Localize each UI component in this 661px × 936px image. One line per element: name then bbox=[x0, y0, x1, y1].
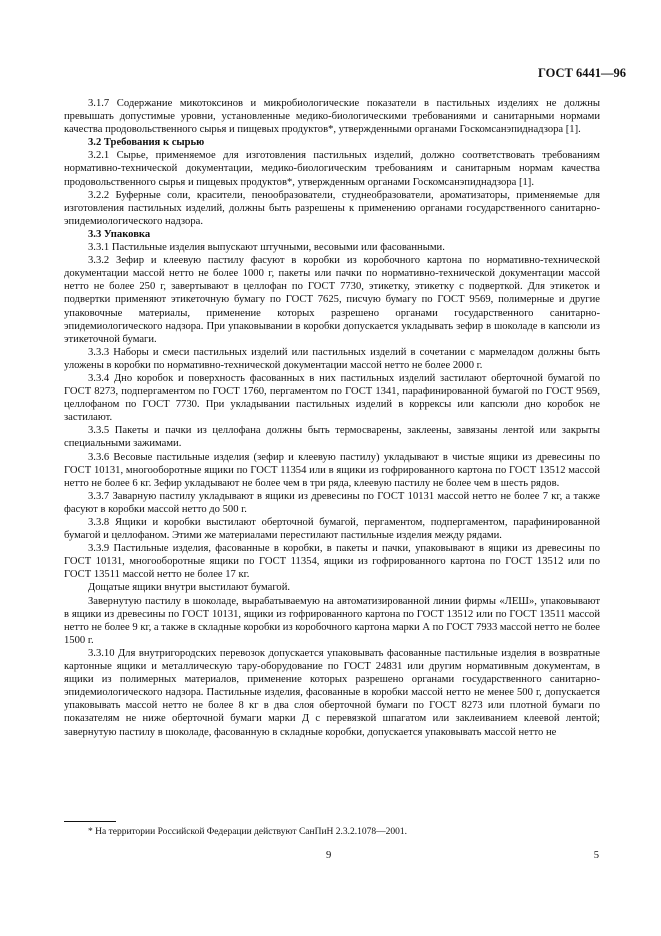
section-heading: 3.3 Упаковка bbox=[88, 228, 151, 240]
page-number: 9 bbox=[326, 850, 332, 861]
document-body bbox=[64, 97, 600, 739]
paragraph: 3.3.3 Наборы и смеси пастильных изделий или пастильных изделий в сочетании с мармеладом должны быть уложены в коробки по нормативно-технической документации массой нетто не более 2000 г. bbox=[64, 346, 600, 371]
paragraph: 3.2.2 Буферные соли, красители, пенообразователи, студнеобразователи, ароматизаторы, применяемые для изготовления пастильных изделий, должны быть разрешены к применению органами государственного санитарно-эпидемиологического надзора. bbox=[64, 189, 600, 227]
paragraph: 3.3.1 Пастильные изделия выпускают штучными, весовыми или фасованными. bbox=[88, 242, 445, 254]
paragraph: 3.3.7 Заварную пастилу укладывают в ящики из древесины по ГОСТ 10131 массой нетто не более 7 кг, а также фасуют в коробки массой нетто до 500 г. bbox=[64, 490, 600, 515]
paragraph: 3.3.10 Для внутригородских перевозок допускается упаковывать фасованные пастильные изделия в возвратные картонные ящики и металлическую тару-оборудование по ГОСТ 24831 или другим нормативным документам, в ящики из полимерных материалов, применение которых разрешено органами государственного санитарно-эпидемиологического надзора. Пастильные изделия, фасованные в коробки массой нетто не менее 500 г, допускается упаковывать массой нетто не более 8 кг в два слоя оберточной бумаги по ГОСТ 8273 или плотной бумаги по показателям не ниже оберточной бумаги марки Д с перевязкой шпагатом или заклеиванием клеевой лентой; завернутую пастилу в шоколаде, фасованную в складные коробки, допускается упаковывать массой нетто не bbox=[64, 647, 600, 738]
footnote: * На территории Российской Федерации действуют СанПиН 2.3.2.1078—2001. bbox=[88, 827, 408, 837]
sheet-number: 5 bbox=[593, 850, 599, 861]
section-heading: 3.2 Требования к сырью bbox=[88, 137, 205, 149]
paragraph: 3.3.4 Дно коробок и поверхность фасованных в них пастильных изделий застилают оберточной бумагой по ГОСТ 8273, подпергаментом по ГОСТ 1760, пергаментом по ГОСТ 1341, парафинированной бумагой по ГОСТ 9569, целлофаном по ГОСТ 7730. При укладывании пастильных изделий в коррексы или капсюли дно коробок не застилают. bbox=[64, 372, 600, 424]
paragraph: Дощатые ящики внутри выстилают бумагой. bbox=[88, 582, 291, 594]
paragraph: 3.1.7 Содержание микотоксинов и микробиологические показатели в пастильных изделиях не должны превышать допустимые уровни, установленные медико-биологическими требованиями и санитарными нормами качества продовольственного сырья и пищевых продуктов*, утвержденными органами Госкомсанэпиднадзора [1]. bbox=[64, 98, 600, 136]
paragraph: 3.2.1 Сырье, применяемое для изготовления пастильных изделий, должно соответствовать требованиям нормативно-технической документации, медико-биологическим требованиям и санитарным нормам качества продовольственного сырья и пищевых продуктов*, утвержденным органами Госкомсанэпиднадзора [1]. bbox=[64, 150, 600, 188]
paragraph: 3.3.2 Зефир и клеевую пастилу фасуют в коробки из коробочного картона по нормативно-технической документации массой нетто не более 1000 г, пакеты или пачки по нормативно-технической документации массой нетто не более 250 г, завертывают в целлофан по ГОСТ 7730, этикетку, этикетку с подверткой. Для этикеток и подвертки применяют этикеточную бумагу по ГОСТ 7625, писчую бумагу по ГОСТ 9569, полимерные и другие упаковочные материалы, применение которых разрешено органами государственного санитарно-эпидемиологического надзора. При упаковывании в коробки допускается укладывать зефир в шоколаде в капсюли из этикеточной бумаги. bbox=[64, 255, 600, 345]
paragraph: 3.3.9 Пастильные изделия, фасованные в коробки, в пакеты и пачки, упаковывают в ящики из древесины по ГОСТ 10131, многооборотные ящики по ГОСТ 11354, ящики из гофрированного картона по ГОСТ 13512 или по ГОСТ 13511 массой нетто не более 17 кг. bbox=[64, 543, 600, 581]
footnote-divider bbox=[64, 821, 116, 822]
paragraph: 3.3.5 Пакеты и пачки из целлофана должны быть термосварены, заклеены, завязаны лентой или закрыты специальными зажимами. bbox=[64, 425, 600, 450]
paragraph: 3.3.8 Ящики и коробки выстилают оберточной бумагой, пергаментом, подпергаментом, парафинированной бумагой и целлофаном. Этими же материалами перестилают пастильные изделия между рядами. bbox=[64, 517, 600, 542]
document-header: ГОСТ 6441—96 bbox=[537, 66, 626, 80]
paragraph: Завернутую пастилу в шоколаде, вырабатываемую на автоматизированной линии фирмы «ЛЕШ», упаковывают в ящики из древесины по ГОСТ 10131, ящики из гофрированного картона по ГОСТ 13512 или по ГОСТ 13511 массой нетто не более 9 кг, а также в складные коробки из коробочного картона марки А по ГОСТ 7933 массой нетто не более 1500 г. bbox=[64, 595, 600, 646]
paragraph: 3.3.6 Весовые пастильные изделия (зефир и клеевую пастилу) укладывают в чистые ящики из древесины по ГОСТ 10131, многооборотные ящики по ГОСТ 11354 или в ящики из гофрированного картона по ГОСТ 13512 массой нетто не более 6 кг. Зефир укладывают не более чем в три ряда, клеевую пастилу не более чем в шесть рядов. bbox=[64, 451, 600, 489]
